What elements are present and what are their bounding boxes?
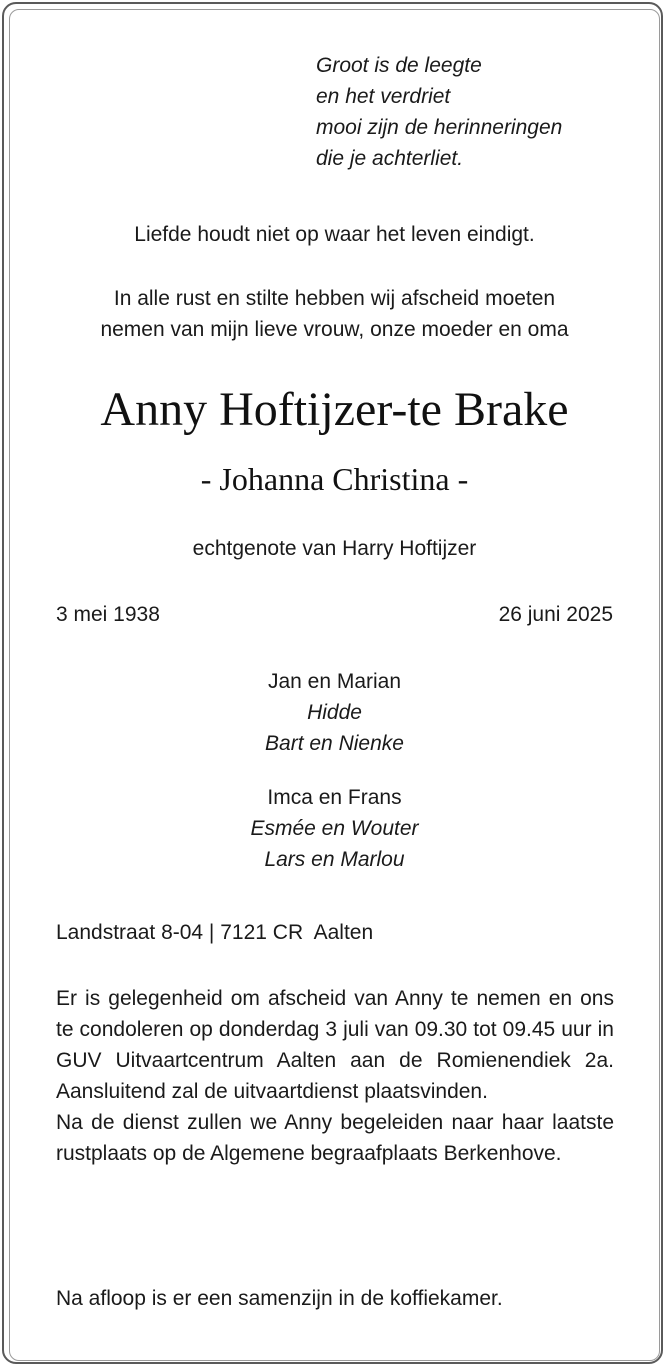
notice-paragraph: Na de dienst zullen we Anny begeleiden naar haar laatste rustplaats op de Algemene begraafplaats Berkenhove. <box>56 1111 614 1165</box>
family-grandchild: Hidde <box>307 701 362 724</box>
family-grandchild: Esmée en Wouter <box>250 817 419 840</box>
motto: Liefde houdt niet op waar het leven eindigt. <box>134 223 535 246</box>
birth-date: 3 mei 1938 <box>56 603 160 626</box>
closing-text: Na afloop is er een samenzijn in de koffiekamer. <box>56 1287 503 1310</box>
poem-line: Groot is de leegte <box>316 54 482 77</box>
intro-line: nemen van mijn lieve vrouw, onze moeder en oma <box>100 318 569 341</box>
spouse-line: echtgenote van Harry Hoftijzer <box>192 537 477 560</box>
notice-text <box>56 983 614 1169</box>
family-group <box>0 782 669 875</box>
poem-line: mooi zijn de herinneringen <box>316 116 563 139</box>
intro-text <box>0 283 669 345</box>
address: Landstraat 8-04 | 7121 CR Aalten <box>56 921 374 944</box>
family-group <box>0 666 669 759</box>
death-date: 26 juni 2025 <box>498 603 613 626</box>
given-names: - Johanna Christina - <box>200 461 469 497</box>
deceased-name: Anny Hoftijzer-te Brake <box>100 383 569 436</box>
family-grandchild: Lars en Marlou <box>264 848 405 871</box>
notice-paragraph: Er is gelegenheid om afscheid van Anny te nemen en ons te condoleren op donderdag 3 juli van 09.30 tot 09.45 uur in GUV Uitvaartcentrum Aalten aan de Romienendiek 2a. Aansluitend zal de uitvaartdienst plaatsvinden. <box>56 987 614 1103</box>
family-grandchild: Bart en Nienke <box>265 732 404 755</box>
family-parents: Imca en Frans <box>267 786 402 809</box>
poem <box>316 50 562 174</box>
intro-line: In alle rust en stilte hebben wij afscheid moeten <box>113 287 556 310</box>
poem-line: die je achterliet. <box>316 147 464 170</box>
poem-line: en het verdriet <box>316 85 451 108</box>
family-parents: Jan en Marian <box>267 670 402 693</box>
